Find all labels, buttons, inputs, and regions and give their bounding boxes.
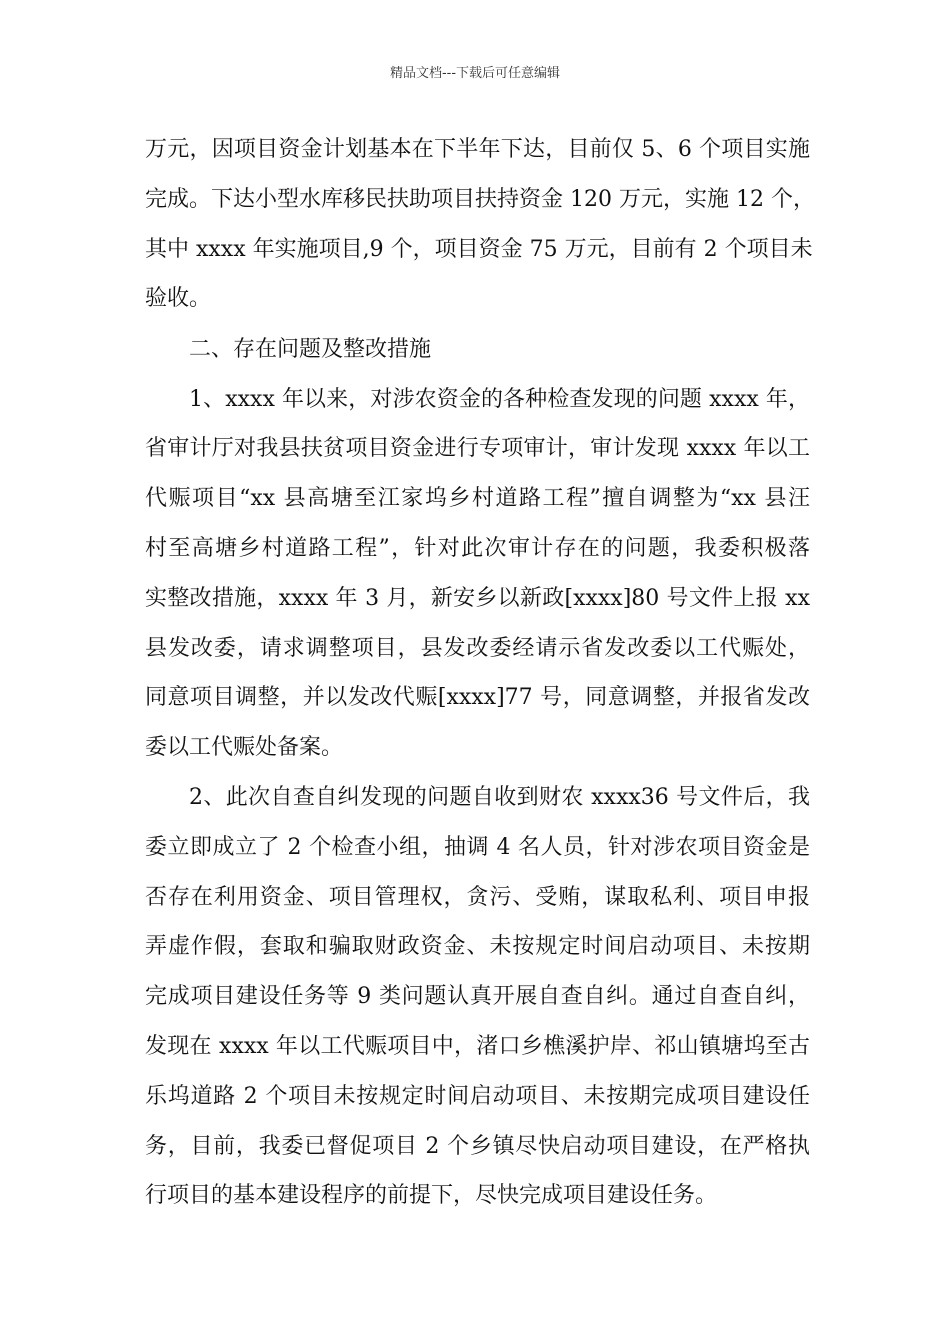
body-line: 乐坞道路 2 个项目未按规定时间启动项目、未按期完成项目建设任 [145,1084,810,1109]
body-line: 2、此次自查自纠发现的问题自收到财农 xxxx36 号文件后，我 [189,785,810,810]
section-heading: 二、存在问题及整改措施 [189,337,432,362]
page-header: 精品文档---下载后可任意编辑 [389,66,561,81]
body-line: 实整改措施，xxxx 年 3 月，新安乡以新政[xxxx]80 号文件上报 xx [145,586,810,611]
body-line: 同意项目调整，并以发改代赈[xxxx]77 号，同意调整，并报省发改 [145,685,810,710]
body-line: 发现在 xxxx 年以工代赈项目中，渚口乡樵溪护岸、祁山镇塘坞至古 [145,1034,810,1059]
body-line: 1、xxxx 年以来，对涉农资金的各种检查发现的问题 xxxx 年， [189,387,810,412]
body-line: 其中 xxxx 年实施项目,9 个，项目资金 75 万元，目前有 2 个项目未 [145,237,813,262]
body-line: 验收。 [145,286,212,311]
body-line: 村至高塘乡村道路工程”，针对此次审计存在的问题，我委积极落 [145,536,810,561]
body-line: 县发改委，请求调整项目，县发改委经请示省发改委以工代赈处， [145,636,810,661]
body-line: 行项目的基本建设程序的前提下，尽快完成项目建设任务。 [145,1183,718,1208]
body-line: 委立即成立了 2 个检查小组，抽调 4 名人员，针对涉农项目资金是 [145,835,810,860]
body-line: 完成项目建设任务等 9 类问题认真开展自查自纠。通过自查自纠， [145,984,810,1009]
body-line: 万元，因项目资金计划基本在下半年下达，目前仅 5、6 个项目实施 [145,137,810,162]
body-line: 省审计厅对我县扶贫项目资金进行专项审计，审计发现 xxxx 年以工 [145,436,810,461]
body-line: 完成。下达小型水库移民扶助项目扶持资金 120 万元，实施 12 个， [145,187,815,212]
body-line: 否存在利用资金、项目管理权，贪污、受贿，谋取私利、项目申报 [145,885,810,910]
body-line: 委以工代赈处备案。 [145,735,344,760]
body-line: 弄虚作假，套取和骗取财政资金、未按规定时间启动项目、未按期 [145,934,810,959]
body-line: 代赈项目“xx 县高塘至江家坞乡村道路工程”擅自调整为“xx 县汪 [145,486,810,511]
body-line: 务，目前，我委已督促项目 2 个乡镇尽快启动项目建设，在严格执 [145,1134,810,1159]
